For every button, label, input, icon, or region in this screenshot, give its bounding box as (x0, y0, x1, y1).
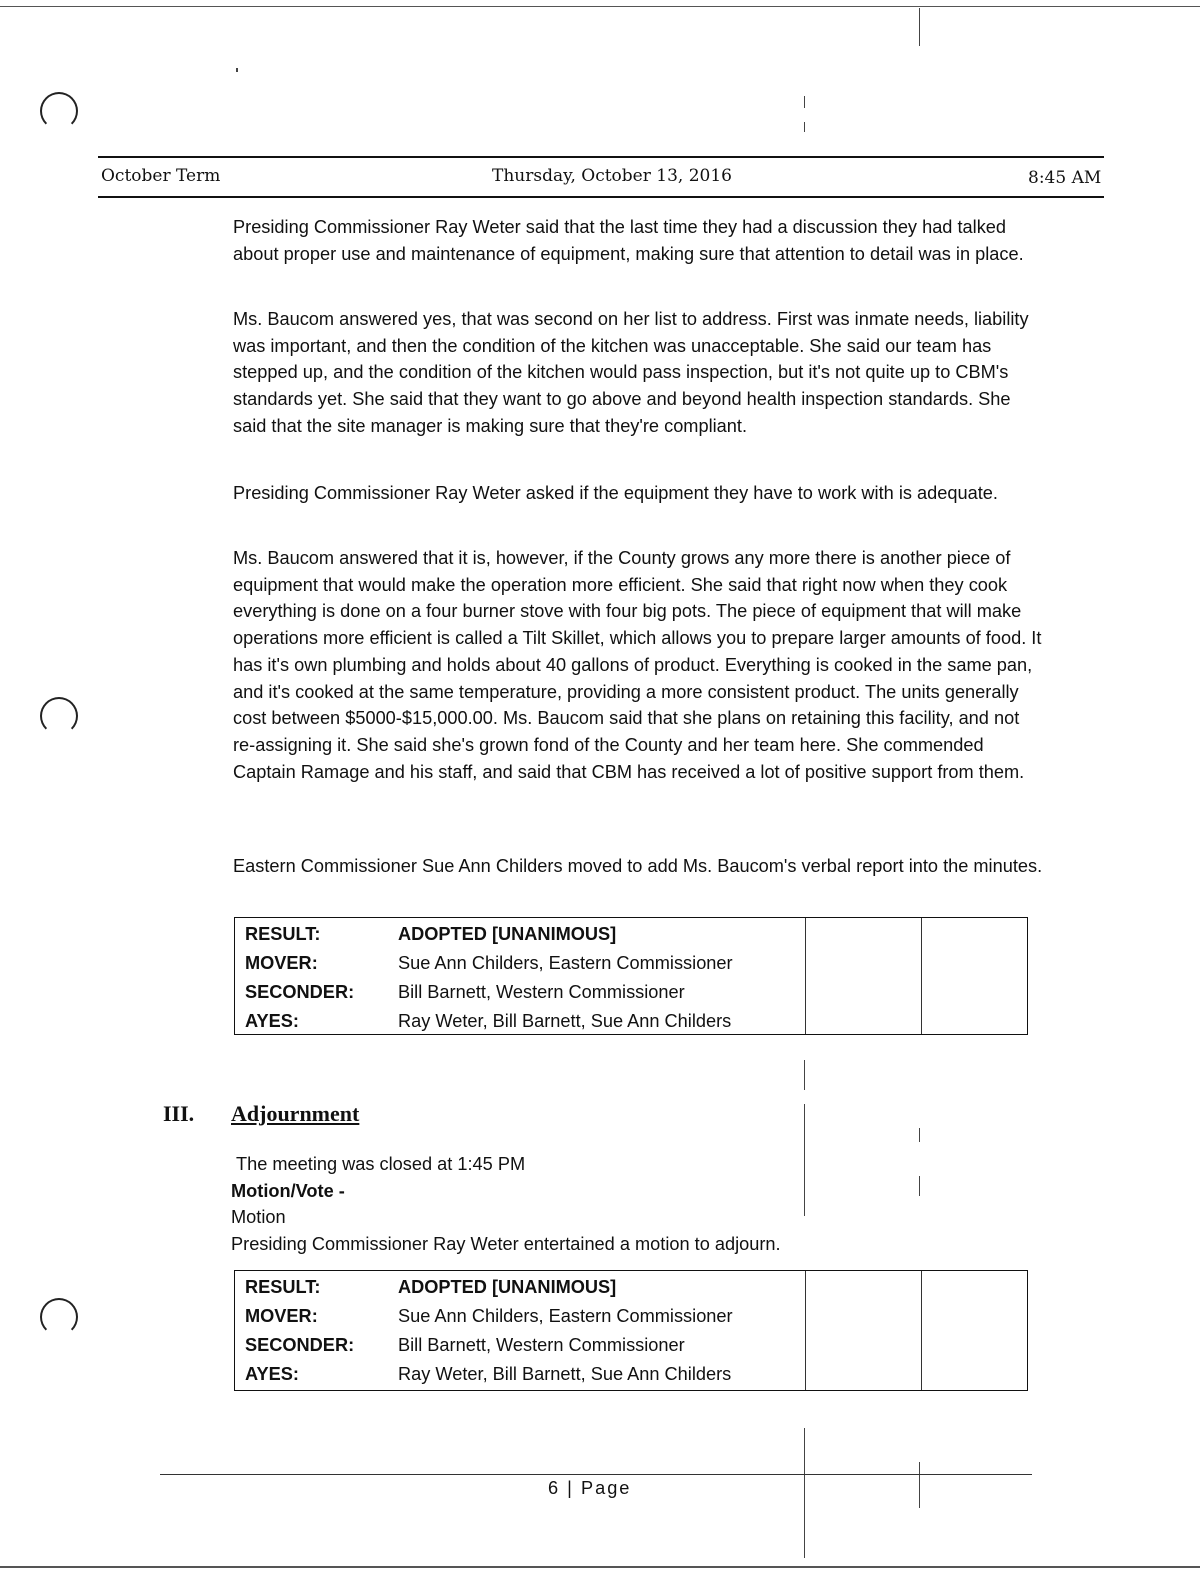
table-divider (921, 918, 922, 1034)
scan-mark (236, 68, 238, 72)
result-label: RESULT: (245, 924, 321, 944)
paragraph-equipment-question: Presiding Commissioner Ray Weter asked if the equipment they have to work with is adequate. (233, 483, 998, 503)
mover-label: MOVER: (245, 1306, 318, 1326)
table-divider (805, 918, 806, 1034)
scan-mark (919, 1176, 920, 1196)
footer-rule (160, 1474, 1032, 1475)
seconder-label: SECONDER: (245, 1335, 355, 1355)
scan-mark (919, 8, 920, 46)
ayes-label: AYES: (245, 1364, 299, 1384)
section-number: III. (163, 1101, 195, 1126)
paragraph-discussion: Presiding Commissioner Ray Weter said that the last time they had a discussion they had talked about proper use and maintenance of equipment, making sure that attention to detail was in place. (233, 217, 1024, 264)
vote-table-adjournment (234, 1270, 1028, 1391)
scan-mark (804, 1428, 805, 1558)
table-divider (921, 1271, 922, 1390)
result-value: ADOPTED [UNANIMOUS] (398, 924, 617, 944)
paragraph-motion: Eastern Commissioner Sue Ann Childers moved to add Ms. Baucom's verbal report into the minutes. (233, 856, 1043, 876)
motion-vote-heading: Motion/Vote - (231, 1181, 345, 1201)
header-rule-top (98, 156, 1104, 158)
ayes-value: Ray Weter, Bill Barnett, Sue Ann Childers (398, 1011, 732, 1031)
punch-hole-bottom (40, 1298, 78, 1336)
seconder-value: Bill Barnett, Western Commissioner (398, 1335, 685, 1355)
punch-hole-top (40, 92, 78, 130)
scan-mark (804, 1104, 805, 1216)
ayes-value: Ray Weter, Bill Barnett, Sue Ann Childers (398, 1364, 732, 1384)
seconder-value: Bill Barnett, Western Commissioner (398, 982, 685, 1002)
page-number: 6 | Page (548, 1478, 632, 1498)
scan-mark (919, 1462, 920, 1508)
scan-top-edge (0, 6, 1200, 7)
scan-bottom-edge (0, 1566, 1200, 1568)
scan-mark (804, 122, 805, 132)
meeting-closed-text: The meeting was closed at 1:45 PM (236, 1154, 526, 1174)
term-label: October Term (101, 166, 221, 186)
section-title: Adjournment (231, 1101, 360, 1126)
meeting-date: Thursday, October 13, 2016 (492, 166, 732, 186)
vote-table-report (234, 917, 1028, 1035)
adjourn-motion-text: Presiding Commissioner Ray Weter entertained a motion to adjourn. (231, 1234, 781, 1254)
mover-value: Sue Ann Childers, Eastern Commissioner (398, 953, 733, 973)
motion-label: Motion (231, 1207, 286, 1227)
seconder-label: SECONDER: (245, 982, 355, 1002)
paragraph-baucom-answer: Ms. Baucom answered yes, that was second on her list to address. First was inmate needs, liability was important, and then the condition of the kitchen was unacceptable. She said our team has stepped up, and the condition of the kitchen would pass inspection, but it's not quite up to CBM's standards yet. She said that they want to go above and beyond health inspection standards. She said that the site manager is making sure that they're compliant. (233, 309, 1029, 436)
header-rule-bottom (98, 196, 1104, 198)
scan-mark (919, 1128, 920, 1142)
paragraph-tilt-skillet: Ms. Baucom answered that it is, however, if the County grows any more there is another piece of equipment that would make the operation more efficient. She said that right now when they cook everything is done on a four burner stove with four big pots. The piece of equipment that will make operations more efficient is called a Tilt Skillet, which allows you to prepare larger amounts of food. It has it's own plumbing and holds about 40 gallons of product. Everything is cooked in the same pan, and it's cooked at the same temperature, providing a more consistent product. The units generally cost between $5000-$15,000.00. Ms. Baucom said that she plans on retaining this facility, and not re-assigning it. She said she's grown fond of the County and her team here. She commended Captain Ramage and his staff, and said that CBM has received a lot of positive support from them. (233, 548, 1042, 782)
mover-label: MOVER: (245, 953, 318, 973)
scan-mark (804, 1060, 805, 1090)
result-value: ADOPTED [UNANIMOUS] (398, 1277, 617, 1297)
mover-value: Sue Ann Childers, Eastern Commissioner (398, 1306, 733, 1326)
scan-mark (804, 96, 805, 108)
punch-hole-middle (40, 697, 78, 735)
ayes-label: AYES: (245, 1011, 299, 1031)
result-label: RESULT: (245, 1277, 321, 1297)
meeting-time: 8:45 AM (1028, 168, 1102, 188)
table-divider (805, 1271, 806, 1390)
